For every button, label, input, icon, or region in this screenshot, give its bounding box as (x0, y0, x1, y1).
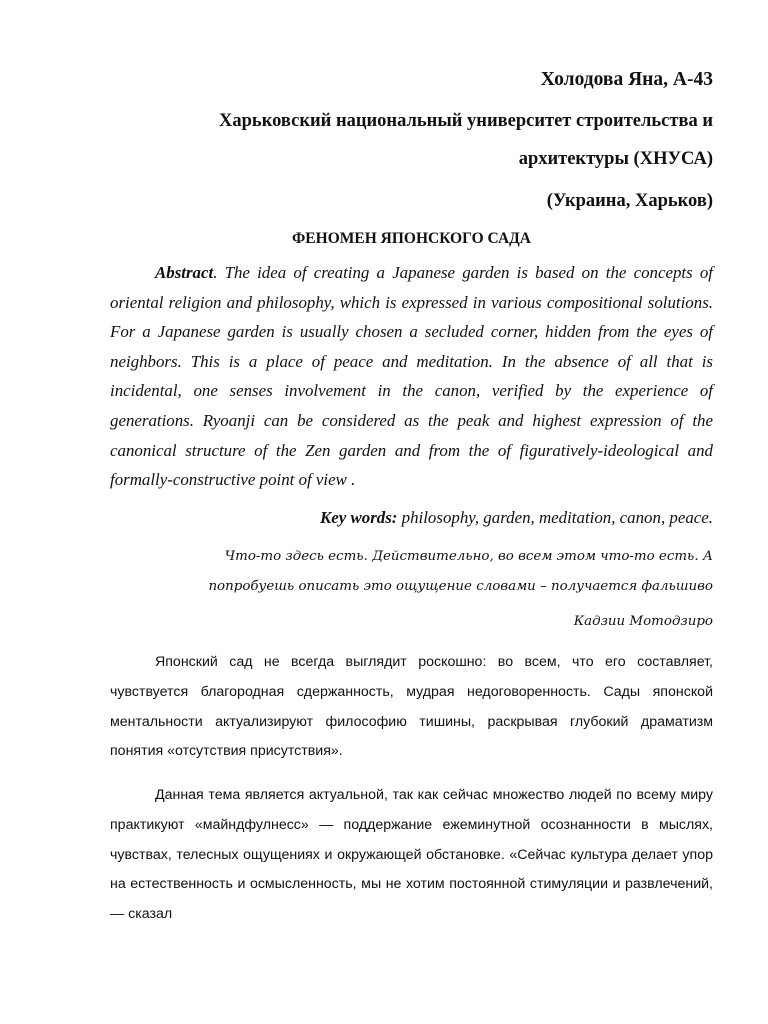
abstract-label: Abstract (155, 263, 214, 282)
epigraph-line-1: Что-то здесь есть. Действительно, во всем этом что-то есть. А (224, 549, 713, 565)
author-name: Холодова Яна, А-43 (540, 69, 713, 90)
epigraph-author: Кадзии Мотодзиро (573, 614, 713, 630)
university-name: Харьковский национальный университет строительства и архитектуры (ХНУСА) (219, 111, 713, 169)
article-title: ФЕНОМЕН ЯПОНСКОГО САДА (291, 230, 531, 247)
abstract-text: . The idea of creating a Japanese garden is based on the concepts of oriental religion and philosophy, which is expressed in various compositional solutions. For a Japanese garden is usually chosen a secluded corner, hidden from the eyes of neighbors. This is a place of peace and meditation. In the absence of all that is incidental, one senses involvement in the canon, verified by the experience of generations. Ryoanji can be considered as the peak and highest expression of the canonical structure of the Zen garden and from the of figuratively-ideological and formally-constructive point of view . (110, 263, 713, 490)
location: (Украина, Харьков) (546, 191, 713, 211)
document-page (110, 62, 713, 944)
abstract-paragraph (110, 258, 713, 495)
epigraph-line-2: попробуешь описать это ощущение словами – получается фальшиво (208, 579, 713, 595)
keywords-line (110, 503, 713, 533)
keywords-label: Key words: (320, 507, 398, 527)
body-paragraph-2: Данная тема является актуальной, так как сейчас множество людей по всему миру практикуют «майндфулнесс» — поддержание ежеминутной осознанности в мыслях, чувствах, телесных ощущениях и окружающей обстановке. «Сейчас культура делает упор на естественность и осмысленность, мы не хотим постоянной стимуляции и развлечений, — сказал (110, 787, 713, 923)
epigraph-quote (110, 542, 713, 602)
body-paragraph-1: Японский сад не всегда выглядит роскошно: во всем, что его составляет, чувствуется благородная сдержанность, мудрая недоговоренность. Сады японской ментальности актуализируют философию тишины, раскрывая глубокий драматизм понятия «отсутствия присутствия». (110, 654, 713, 760)
keywords-text: philosophy, garden, meditation, canon, peace. (397, 507, 713, 527)
